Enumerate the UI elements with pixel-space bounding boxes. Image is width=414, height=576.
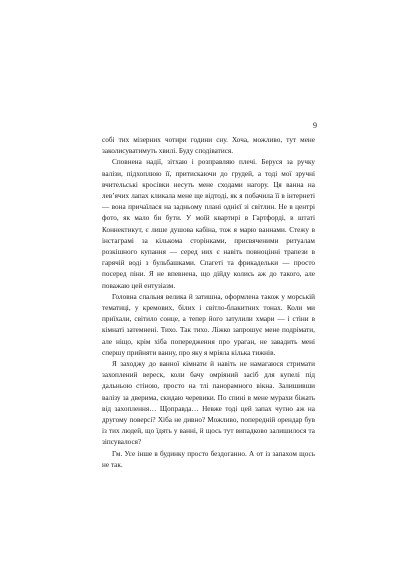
- paragraph: Я заходжу до ванної кімнати й навіть не намагаюся стримати захоплений вереск, коли бачу омріяний засіб для купелі під дальньою стіною, просто на тлі панорамного вікна. Залишивши валізу за дверима, скидаю черевики. По спині в мене мурахи біжать від захоплення… Щоправда… Невже тоді цей запах чутно аж на другому поверсі? Хіба не дивно? Можливо, попередній орендар був із тих людей, що їдять у ванні, й щось тут випадково залишилося та зіпсувалося?: [102, 360, 315, 447]
- paragraph: Головна спальня велика й затишна, оформлена також у морській тематиці, у кремових, білих і світло-блакитних тонах. Коли ми приїхали, світило сонце, а тепер його затулили хмари — і стіни в кімнаті затемнені. Тихо. Так тихо. Ліжко запрошує мене подрімати, але ніщо, крім хіба попередження про ураган, не завадить мені спершу прийняти ванну, про яку я мріяла кілька тижнів.: [102, 292, 315, 357]
- paragraph: Сповнена надії, зітхаю і розправляю плечі. Беруся за ручку валізи, підхоплюю її, притискаючи до грудей, а тоді мої зручні вчительські кросівки несуть мене сходами нагору. Ця ванна на левʼячих лапах кликала мене ще відтоді, як я побачила її в інтернеті — вона причаїлася на задньому плані однієї зі світлин. Не в центрі фото, як мало би бути. У моїй квартирі в Гартфорді, в штаті Коннектикут, є лише душова кабіна, тож я марю ваннами. Стежу в інстаграмі за кількома сторінками, присвяченими ритуалам розкішного купання — серед них є навіть повноцінні трапези в гарячій воді з бульбашками. Спагеті та фрикадельки — просто посеред піни. Я не впевнена, що дійду колись аж до такого, але поважаю цей ентузіазм.: [102, 158, 315, 290]
- paragraph: Гм. Усе інше в будинку просто бездоганно. А от із запахом щось не так.: [102, 449, 315, 469]
- page-number: 9: [313, 121, 317, 130]
- body-text: [102, 135, 315, 471]
- paragraph: собі тих мізерних чотири години сну. Хоча, можливо, тут мене заколисуватимуть хвилі. Буду сподіватися.: [102, 136, 315, 156]
